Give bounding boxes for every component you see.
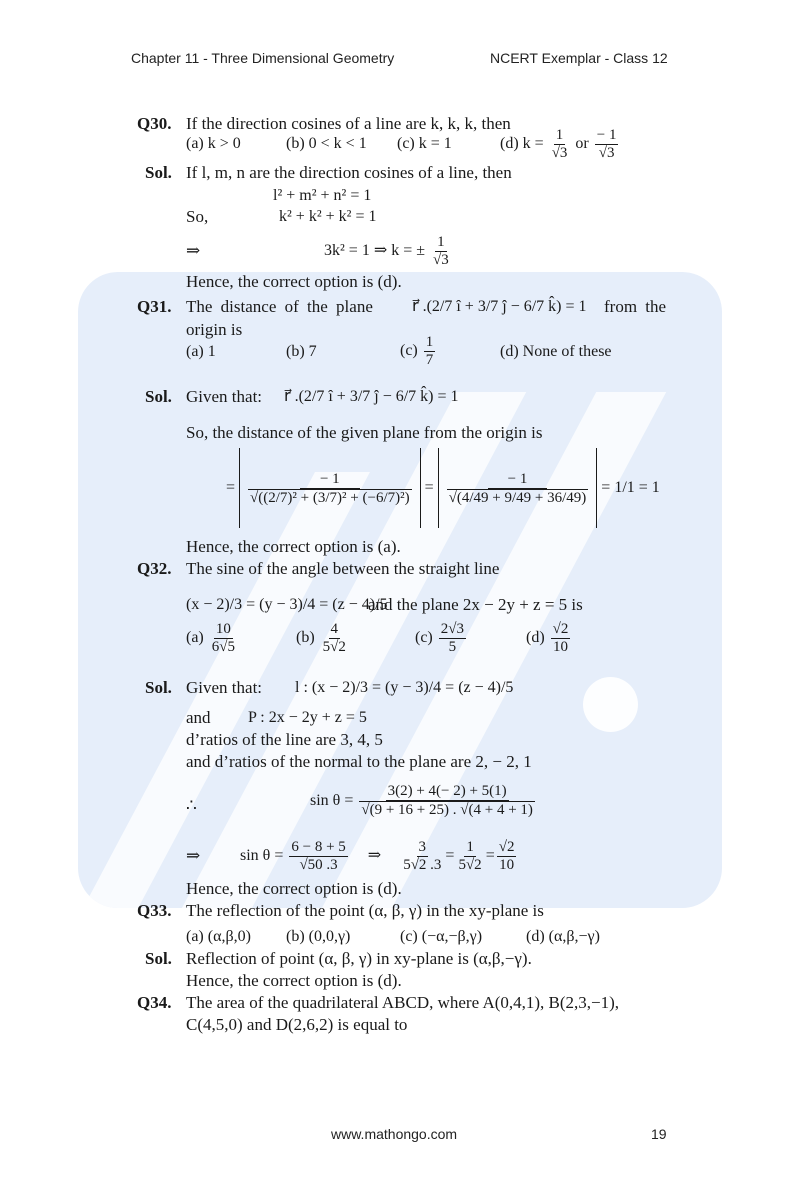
q32-option-d	[526, 616, 572, 660]
denominator: 5	[448, 638, 457, 655]
denominator: √3	[598, 144, 615, 161]
q31-label: Q31.	[137, 297, 172, 316]
q32-option-a	[186, 616, 239, 660]
q32-sol-line-l: l : (x − 2)/3 = (y − 3)/4 = (z − 4)/5	[295, 679, 514, 696]
q33-option-a: (a) (α,β,0)	[186, 928, 251, 945]
option-label: (d)	[526, 629, 545, 646]
denominator: √(4/49 + 9/49 + 36/49)	[448, 489, 587, 506]
q32-option-c	[415, 616, 468, 660]
q33-option-b: (b) (0,0,γ)	[286, 928, 351, 945]
q32-sol-dratios-normal: and d’ratios of the normal to the plane are 2, − 2, 1	[186, 752, 532, 771]
denominator: 10	[499, 856, 515, 873]
q32-sol-given: Given that:	[186, 678, 263, 697]
numerator: 3(2) + 4(− 2) + 5(1)	[387, 783, 507, 800]
q31-option-b: (b) 7	[286, 343, 317, 360]
numerator: √2	[498, 838, 515, 855]
result: = 1/1 = 1	[601, 479, 660, 496]
option-label: (b)	[296, 629, 315, 646]
denominator: 5√2	[458, 856, 482, 873]
numerator: − 1	[596, 126, 617, 143]
q33-sol-answer: Hence, the correct option is (d).	[186, 971, 402, 990]
numerator: 6 − 8 + 5	[291, 838, 346, 855]
q31-sol-line2: So, the distance of the given plane from the origin is	[186, 423, 543, 442]
q31-question-line2: origin is	[186, 320, 243, 339]
denominator: 5√2	[322, 638, 346, 655]
fraction	[550, 127, 570, 162]
denominator: √((2/7)² + (3/7)² + (−6/7)²)	[250, 489, 410, 506]
sin-theta-lhs: sin θ =	[310, 792, 354, 809]
q30-sol-eq2: k² + k² + k² = 1	[279, 208, 377, 225]
numerator: 4	[330, 620, 339, 637]
q31-vector-expr: r⃗ .(2/7 î + 3/7 ĵ − 6/7 k̂) = 1	[412, 298, 587, 315]
q31-sol-given-expr: r⃗ .(2/7 î + 3/7 ĵ − 6/7 k̂) = 1	[284, 388, 459, 405]
q31-question-end: from the	[604, 297, 667, 316]
equals-sign: =	[226, 479, 236, 496]
absolute-value	[239, 448, 421, 528]
absolute-value	[438, 448, 598, 528]
q32-question: The sine of the angle between the straight line	[186, 559, 500, 578]
denominator: 5√2 .3	[403, 856, 442, 873]
numerator: 1	[425, 333, 434, 350]
q30-sol-eq3-text: 3k² = 1 ⇒ k = ±	[324, 242, 426, 259]
q30-option-d-prefix: (d) k =	[500, 135, 544, 152]
fraction	[424, 334, 436, 369]
fraction	[497, 839, 517, 874]
numerator: 1	[466, 838, 474, 855]
q32-question-end: and the plane 2x − 2y + z = 5 is	[368, 595, 583, 614]
numerator: 1	[437, 233, 445, 250]
q32-sol-sin2: sin θ = $\frac{6 - 8 + 5}{√50 .3}$ ⇒ $\frac{3}{5√2 .3}$ = $\frac{1}{5√2}$ = $\frac{√2}{10}$	[240, 838, 515, 873]
q30-sol-eq3	[324, 232, 453, 270]
q30-sol-answer: Hence, the correct option is (d).	[186, 272, 402, 291]
q31-sol-given: Given that:	[186, 387, 263, 406]
q32-option-b	[296, 616, 350, 660]
option-label: (c)	[400, 342, 418, 359]
equals-sign: =	[424, 479, 434, 496]
book-title: NCERT Exemplar - Class 12	[490, 50, 668, 66]
q33-sol-label: Sol.	[145, 949, 172, 968]
sin-theta-lhs: sin θ =	[240, 847, 284, 864]
q31-option-c	[400, 332, 437, 370]
implies-symbol: ⇒	[186, 241, 201, 260]
implies-symbol: ⇒	[367, 847, 382, 864]
denominator: √3	[433, 251, 449, 268]
numerator: 1	[555, 126, 564, 143]
q32-line-eq: (x − 2)/3 = (y − 3)/4 = (z − 4)/5	[186, 596, 388, 613]
q32-sol-answer: Hence, the correct option is (d).	[186, 879, 402, 898]
q33-sol-line1: Reflection of point (α, β, γ) in xy-plane is (α,β,−γ).	[186, 949, 532, 968]
fraction	[447, 471, 589, 507]
q30-option-d	[500, 126, 620, 162]
numerator: √2	[552, 620, 569, 637]
fraction	[551, 621, 571, 656]
numerator: 10	[215, 620, 231, 637]
q31-option-a: (a) 1	[186, 343, 216, 360]
q30-sol-line1: If l, m, n are the direction cosines of a line, then	[186, 163, 512, 182]
denominator: 6√5	[211, 638, 235, 655]
q32-sol-label: Sol.	[145, 678, 172, 697]
q32-sol-plane: P : 2x − 2y + z = 5	[248, 709, 367, 726]
option-label: (a)	[186, 629, 204, 646]
q30-sol-label: Sol.	[145, 163, 172, 182]
therefore-symbol: ∴	[186, 796, 197, 815]
fraction	[289, 839, 347, 874]
fraction	[401, 839, 443, 874]
fraction	[456, 839, 483, 874]
q30-option-b: (b) 0 < k < 1	[286, 135, 367, 152]
q31-sol-calc	[226, 448, 660, 528]
q30-sol-eq1: l² + m² + n² = 1	[273, 187, 372, 204]
q30-question: If the direction cosines of a line are k, k, k, then	[186, 114, 511, 133]
q34-question-line2: C(4,5,0) and D(2,6,2) is equal to	[186, 1015, 408, 1034]
fraction	[595, 127, 619, 162]
footer-website-link[interactable]: www.mathongo.com	[331, 1126, 458, 1142]
fraction	[321, 621, 348, 656]
q30-option-a: (a) k > 0	[186, 135, 241, 152]
q33-label: Q33.	[137, 901, 172, 920]
fraction	[248, 471, 412, 507]
fraction	[359, 783, 535, 819]
fraction	[439, 621, 466, 656]
q33-option-d: (d) (α,β,−γ)	[526, 928, 600, 945]
q33-question: The reflection of the point (α, β, γ) in the xy-plane is	[186, 901, 544, 920]
denominator: √3	[551, 144, 568, 161]
numerator: − 1	[300, 471, 360, 489]
implies-symbol: ⇒	[186, 846, 201, 865]
denominator: √(9 + 16 + 25) . √(4 + 4 + 1)	[361, 802, 533, 819]
fraction	[210, 621, 237, 656]
q31-question-start: The distance of the plane	[186, 297, 373, 316]
q34-question-line1: The area of the quadrilateral ABCD, where A(0,4,1), B(2,3,−1),	[186, 993, 620, 1012]
fraction	[431, 234, 451, 269]
or-text: or	[575, 135, 589, 152]
numerator: 2√3	[440, 620, 464, 637]
numerator: − 1	[488, 471, 548, 489]
q32-sol-sin1	[310, 776, 537, 826]
q31-sol-answer: Hence, the correct option is (a).	[186, 537, 401, 556]
q30-sol-so: So,	[186, 207, 209, 226]
denominator: 10	[553, 638, 569, 655]
denominator: √50 .3	[299, 856, 338, 873]
q32-label: Q32.	[137, 559, 172, 578]
q33-option-c: (c) (−α,−β,γ)	[400, 928, 483, 945]
q34-label: Q34.	[137, 993, 172, 1012]
q30-option-c: (c) k = 1	[397, 135, 452, 152]
denominator: 7	[425, 351, 434, 368]
numerator: 3	[418, 838, 427, 855]
page-number: 19	[651, 1126, 667, 1142]
q30-label: Q30.	[137, 114, 172, 133]
q32-sol-and: and	[186, 708, 211, 727]
option-label: (c)	[415, 629, 433, 646]
q31-sol-label: Sol.	[145, 387, 172, 406]
q31-option-d: (d) None of these	[500, 343, 612, 360]
q32-sol-dratios-line: d’ratios of the line are 3, 4, 5	[186, 730, 383, 749]
chapter-title: Chapter 11 - Three Dimensional Geometry	[131, 50, 395, 66]
